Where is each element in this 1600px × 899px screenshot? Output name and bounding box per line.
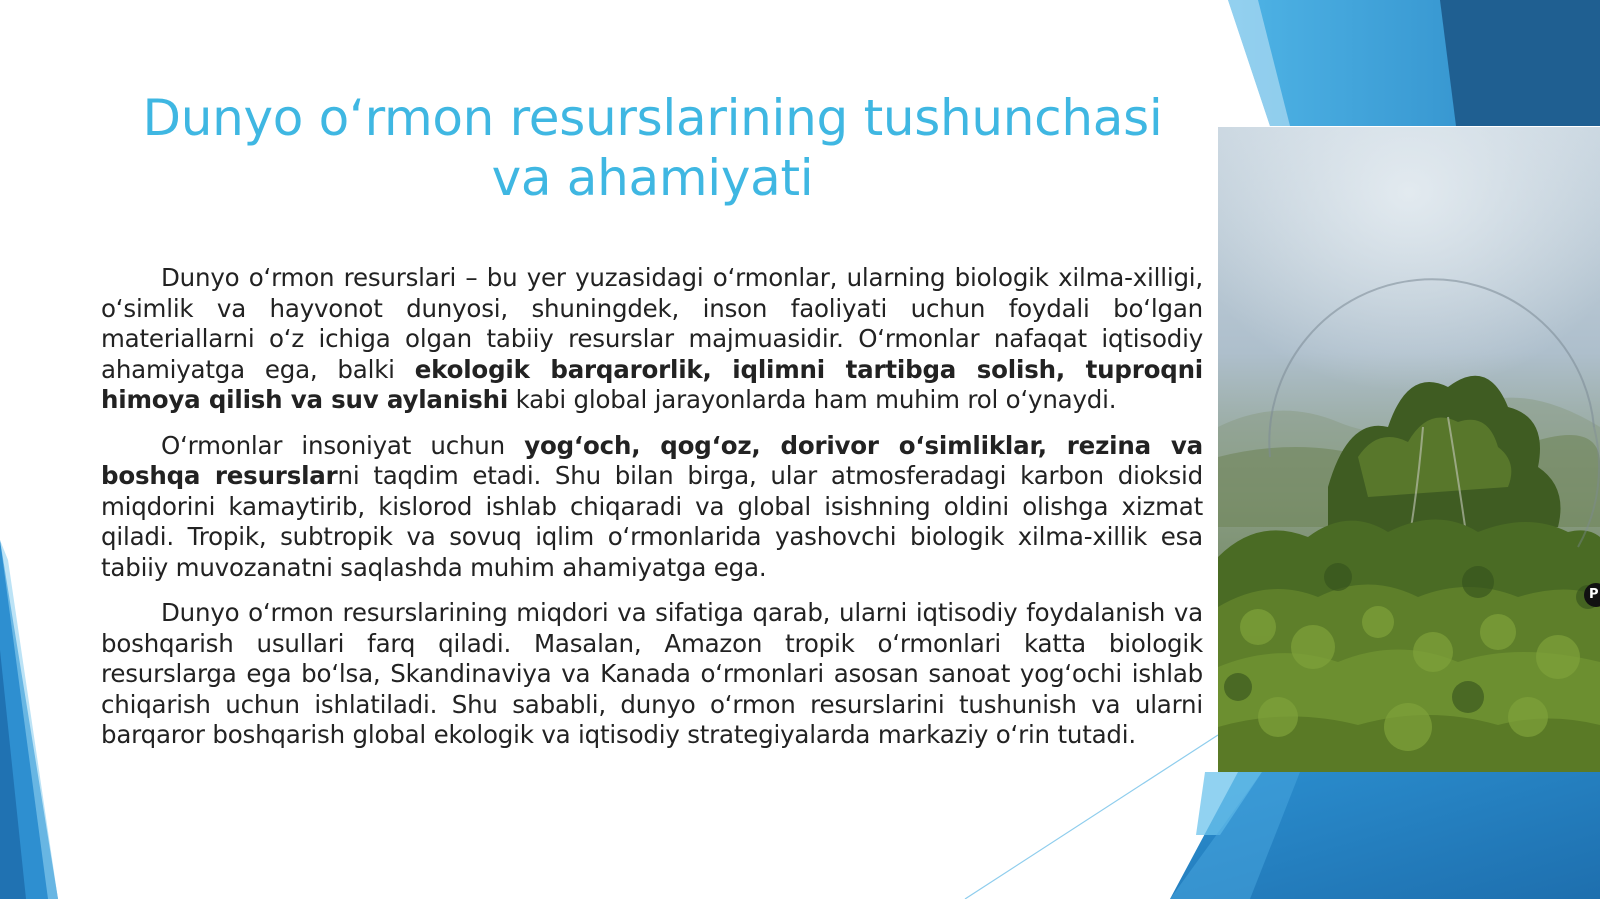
paragraph-1: Dunyo o‘rmon resurslari – bu yer yuzasidagi o‘rmonlar, ularning biologik xilma-xilligi, o‘simlik va hayvonot dunyosi, shuningdek, inson faoliyati uchun foydali bo‘lgan materiallarni o‘z ichiga olgan tabiiy resurslar majmuasidir. O‘rmonlar nafaqat iqtisodiy ahamiyatga ega, balki ekologik barqarorlik, iqlimni tartibga solish, tuproqni himoya qilish va suv aylanishi kabi global jarayonlarda ham muhim rol o‘ynaydi. [101,263,1204,414]
title-line-2: va ahamiyati [491,149,814,207]
paragraph-2-bold: yog‘och, qog‘oz, dorivor o‘simliklar, rezina va boshqa resurslar [101,430,1203,490]
page-badge: P [1584,583,1600,607]
paragraph-2: O‘rmonlar insoniyat uchun yog‘och, qog‘oz, dorivor o‘simliklar, rezina va boshqa resurslarni taqdim etadi. Shu bilan birga, ular atmosferadagi karbon dioksid miqdorini kamaytirib, kislorod ishlab chiqaradi va global isishning oldini olishga xizmat qiladi. Tropik, subtropik va sovuq iqlim o‘rmonlarida yashovchi biologik xilma-xillik esa tabiiy muvozanatni saqlashda muhim ahamiyatga ega. [101,430,1203,582]
forest-canopy-photo [1218,127,1600,772]
paragraph-1-bold: ekologik barqarorlik, iqlimni tartibga solish, tuproqni himoya qilish va suv aylanishi [101,354,1204,414]
paragraph-3: Dunyo o‘rmon resurslarining miqdori va sifatiga qarab, ularni iqtisodiy foydalanish va boshqarish usullari farq qiladi. Masalan, Amazon tropik o‘rmonlari katta biologik resurslarga ega bo‘lsa, Skandinaviya va Kanada o‘rmonlari asosan sanoat yog‘ochi ishlab chiqarish uchun ishlatiladi. Shu sababli, dunyo o‘rmon resurslarini tushunish va ularni barqaror boshqarish global ekologik va iqtisodiy strategiyalarda markaziy o‘rin tutadi. [101,598,1203,749]
slide-title [100,88,1205,208]
title-line-1: Dunyo o‘rmon resurslarining tushunchasi [142,89,1163,147]
slide-body-text [101,263,1203,766]
